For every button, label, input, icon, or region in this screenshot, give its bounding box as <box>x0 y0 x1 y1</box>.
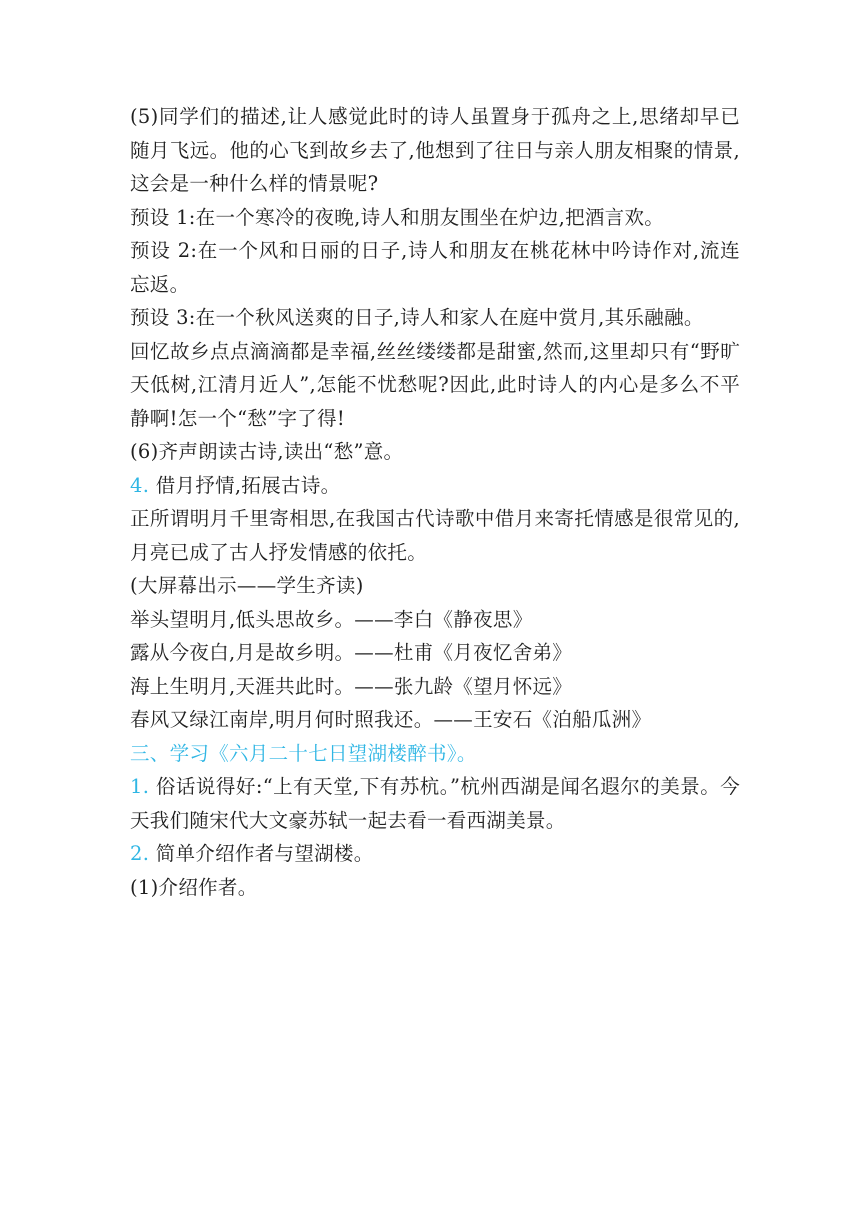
poem-line: 举头望明月,低头思故乡。——李白《静夜思》 <box>130 607 533 631</box>
poem-line: 露从今夜白,月是故乡明。——杜甫《月夜忆舍弟》 <box>130 641 573 664</box>
poem-line: 春风又绿江南岸,明月何时照我还。——王安石《泊船瓜洲》 <box>130 708 652 731</box>
item-1-text: 俗话说得好:“上有天堂,下有苏杭。”杭州西湖是闻名遐尔的美景。今天我们随宋代大文豪苏轼一起去看一看西湖美景。 <box>130 775 740 832</box>
paragraph-preset-3: 预设 3:在一个秋风送爽的日子,诗人和家人在庭中赏月,其乐融融。 <box>130 306 704 329</box>
section-4-number: 4. <box>130 473 150 497</box>
paragraph-step-6: (6)齐声朗读古诗,读出“愁”意。 <box>130 440 404 463</box>
document-page <box>130 100 740 904</box>
section-4-body: 正所谓明月千里寄相思,在我国古代诗歌中借月来寄托情感是很常见的,月亮已成了古人抒发情感的依托。 <box>130 507 740 564</box>
section-3-heading: 三、学习《六月二十七日望湖楼醉书》。 <box>130 741 477 765</box>
paragraph-step-5: (5)同学们的描述,让人感觉此时的诗人虽置身于孤舟之上,思绪却早已随月飞远。他的心飞到故乡去了,他想到了往日与亲人朋友相聚的情景,这会是一种什么样的情景呢? <box>130 105 740 195</box>
item-2 <box>130 837 740 871</box>
section-4-heading <box>130 469 740 503</box>
poem-line: 海上生明月,天涯共此时。——张九龄《望月怀远》 <box>130 674 573 698</box>
item-1-number: 1. <box>130 775 150 798</box>
paragraph-preset-2: 预设 2:在一个风和日丽的日子,诗人和朋友在桃花林中吟诗作对,流连忘返。 <box>130 239 740 296</box>
screen-instruction: (大屏幕出示——学生齐读) <box>130 574 364 597</box>
paragraph-recall: 回忆故乡点点滴滴都是幸福,丝丝缕缕都是甜蜜,然而,这里却只有“野旷天低树,江清月近人”,怎能不忧愁呢?因此,此时诗人的内心是多么不平静啊!怎一个“愁”字了得! <box>130 339 740 430</box>
item-2-text: 简单介绍作者与望湖楼。 <box>149 842 374 865</box>
item-1 <box>130 770 740 837</box>
item-2-number: 2. <box>130 842 150 865</box>
item-2-sub-1: (1)介绍作者。 <box>130 875 258 899</box>
paragraph-preset-1: 预设 1:在一个寒冷的夜晚,诗人和朋友围坐在炉边,把酒言欢。 <box>130 205 665 229</box>
section-4-title: 借月抒情,拓展古诗。 <box>149 473 341 497</box>
